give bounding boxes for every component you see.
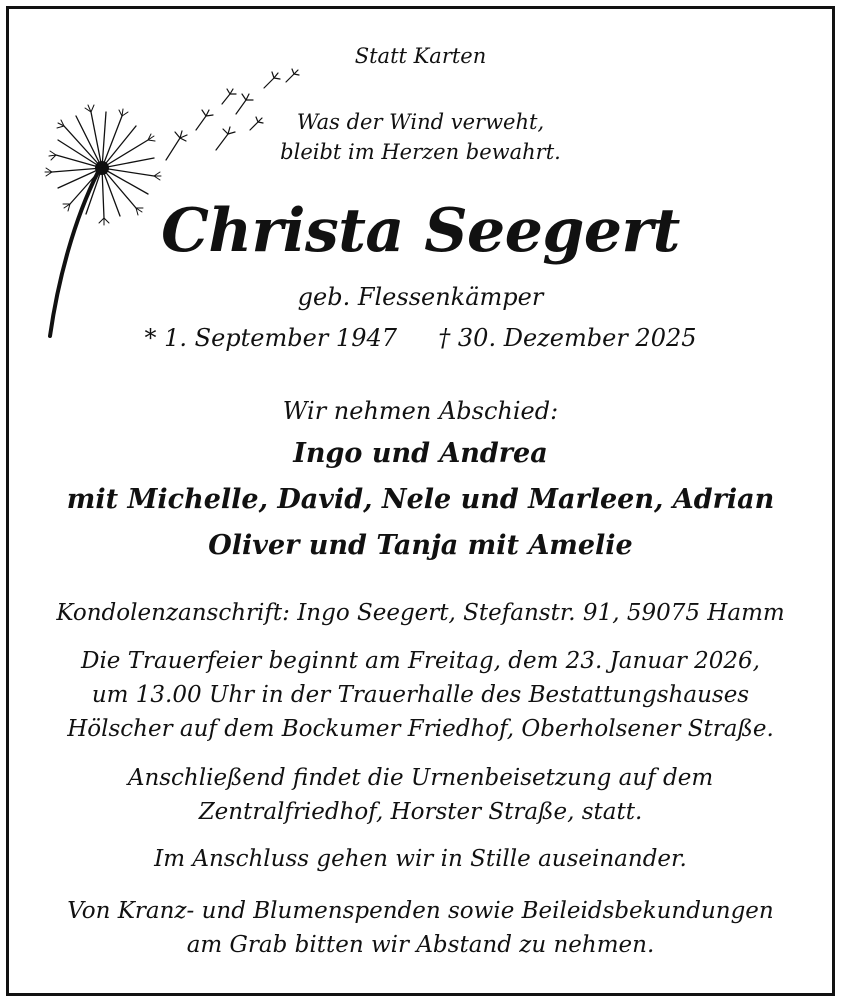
birth-date: * 1. September 1947 — [144, 324, 397, 352]
donation-line-2: am Grab bitten wir Abstand zu nehmen. — [186, 932, 655, 958]
condolence-address: Kondolenzanschrift: Ingo Seegert, Stefanstr. 91, 59075 Hamm — [56, 600, 785, 626]
donation-line-1: Von Kranz- und Blumenspenden sowie Beileidsbekundungen — [67, 898, 774, 924]
ceremony-line-3: Hölscher auf dem Bockumer Friedhof, Oberholsener Straße. — [67, 716, 774, 742]
death-date: † 30. Dezember 2025 — [438, 324, 697, 352]
ceremony-line-2: um 13.00 Uhr in der Trauerhalle des Bestattungshauses — [91, 682, 750, 708]
farewell-intro: Wir nehmen Abschied: — [282, 397, 559, 425]
maiden-name: geb. Flessenkämper — [297, 283, 544, 311]
mourners-line-1: Ingo und Andrea — [293, 438, 548, 469]
burial-line-1: Anschließend findet die Urnenbeisetzung auf dem — [127, 765, 714, 791]
deceased-name: Christa Seegert — [161, 196, 680, 266]
life-dates — [0, 324, 841, 352]
ceremony-line-1: Die Trauerfeier beginnt am Freitag, dem 23. Januar 2026, — [81, 648, 760, 674]
stille-note: Im Anschluss gehen wir in Stille auseinander. — [154, 846, 687, 872]
mourners-line-2: mit Michelle, David, Nele und Marleen, Adrian — [66, 484, 775, 515]
quote-line-2: bleibt im Herzen bewahrt. — [280, 140, 561, 164]
burial-line-2: Zentralfriedhof, Horster Straße, statt. — [198, 799, 643, 825]
mourners-line-3: Oliver und Tanja mit Amelie — [208, 530, 633, 561]
statt-karten-heading: Statt Karten — [354, 44, 487, 68]
quote-line-1: Was der Wind verweht, — [296, 110, 545, 134]
